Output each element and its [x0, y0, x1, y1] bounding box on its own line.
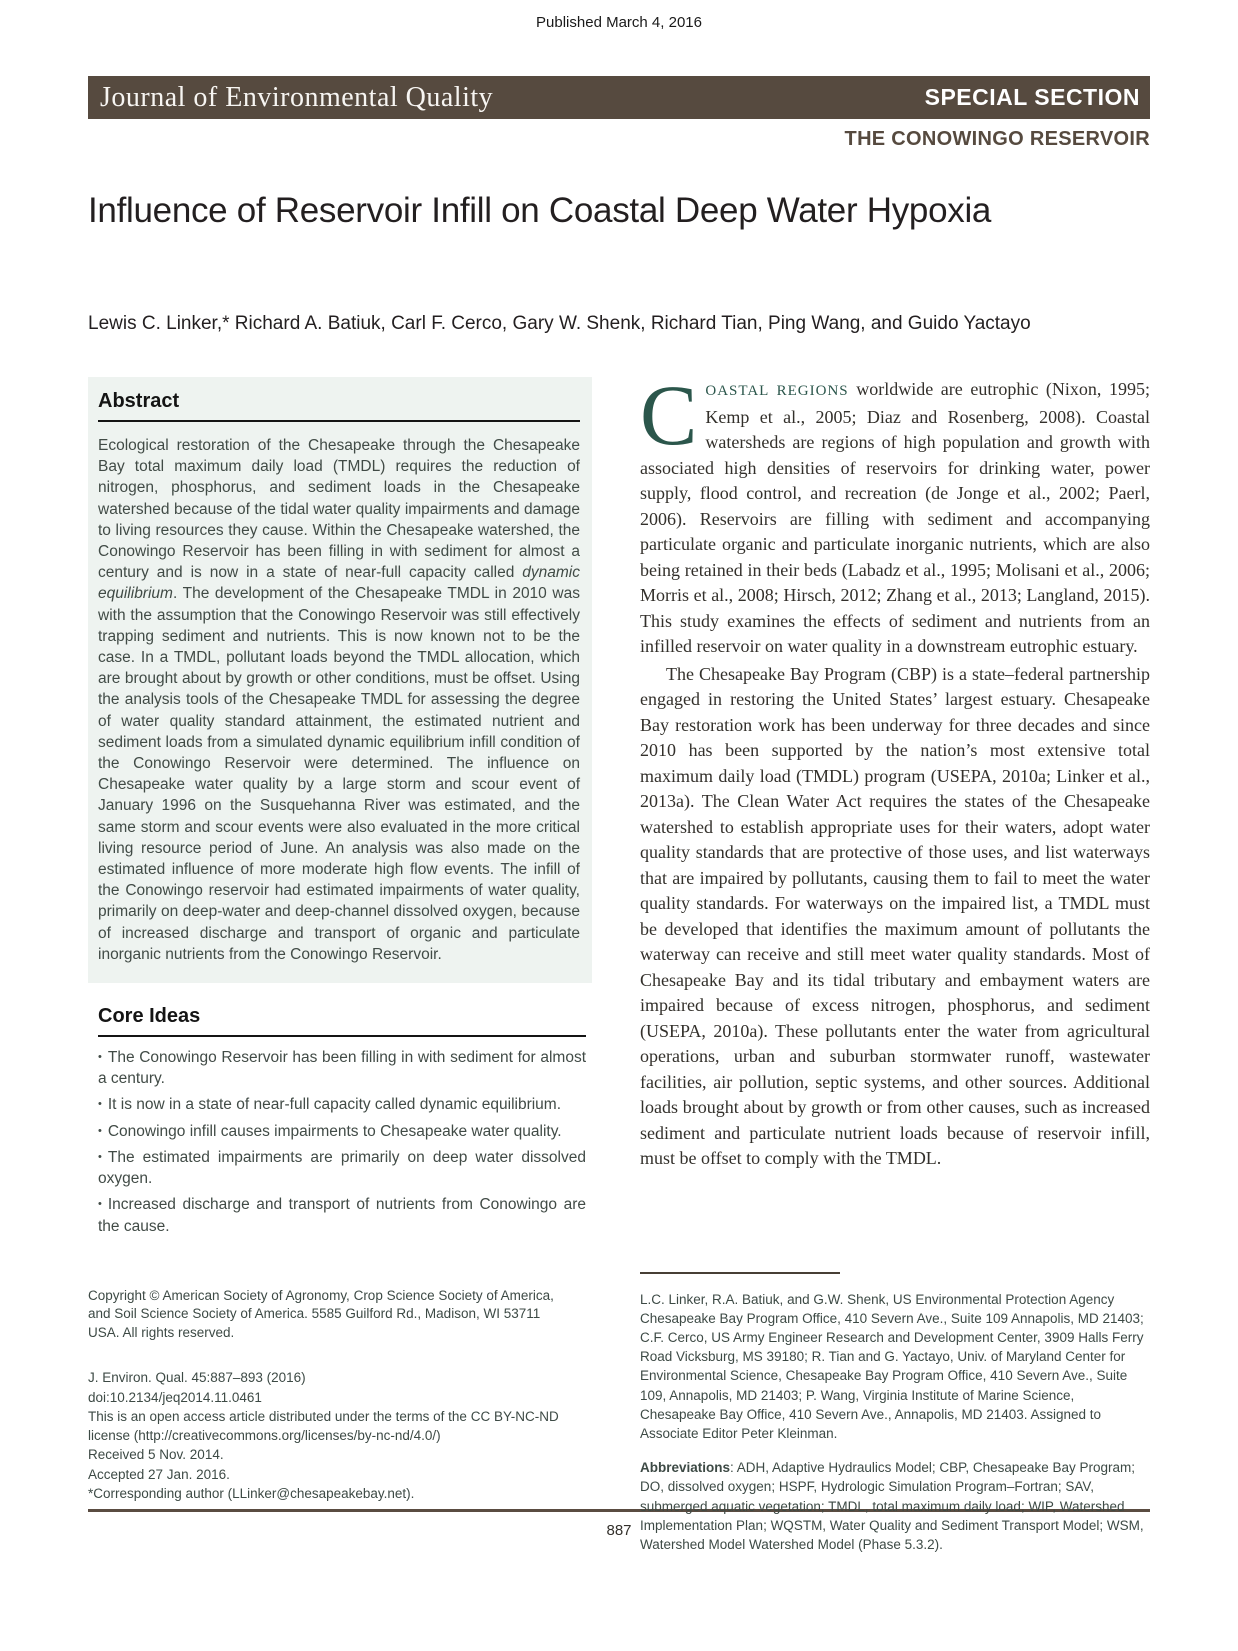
list-item	[98, 1147, 586, 1189]
abstract-italic-term: dynamic equilibrium	[98, 564, 580, 603]
right-column	[640, 367, 1150, 1552]
core-ideas-heading: Core Ideas	[98, 1005, 586, 1037]
abstract-text-part2: . The development of the Chesapeake TMDL in 2010 was with the assumption that the Conowingo Reservoir was still effectively trapping sediment and nutrients. This is now known not to be the case. In a TMDL, pollutant loads beyond the TMDL allocation, which are brought about by growth or other conditions, must be offset. Using the analysis tools of the Chesapeake TMDL for assessing the degree of water quality standard attainment, the estimated nutrient and sediment loads from a simulated dynamic equilibrium infill condition of the Conowingo Reservoir were determined. The influence on Chesapeake water quality by a large storm and scour event of January 1996 on the Susquehanna River was estimated, and the same storm and scour events were also evaluated in the more critical living resource period of June. An analysis was also made on the estimated influence of more moderate high flow events. The infill of the Conowingo reservoir had estimated impairments of water quality, primarily on deep-water and deep-channel dissolved oxygen, because of increased discharge and transport of organic and particulate inorganic nutrients from the Conowingo Reservoir.	[98, 585, 580, 963]
list-item	[98, 1194, 586, 1236]
drop-cap: C	[640, 367, 698, 463]
citation-line: J. Environ. Qual. 45:887–893 (2016)	[88, 1370, 306, 1386]
accepted-line: Accepted 27 Jan. 2016.	[88, 1466, 230, 1482]
abstract-text-part1: Ecological restoration of the Chesapeake through the Chesapeake Bay total maximum daily load (TMDL) requires the reduction of nitrogen, phosphorus, and sediment loads in the Chesapeake watershed because of the tidal water quality impairments and damage to living resources they cause. Within the Chesapeake watershed, the Conowingo Reservoir has been filling in with sediment for almost a century and is now in a state of near-full capacity called	[98, 437, 580, 582]
special-section-label: SPECIAL SECTION	[924, 84, 1140, 110]
abbreviations-label: Abbreviations	[640, 1460, 731, 1476]
core-idea-text: The estimated impairments are primarily on deep water dissolved oxygen.	[98, 1148, 586, 1188]
bullet-icon: •	[98, 1198, 102, 1211]
author-affiliations: L.C. Linker, R.A. Batiuk, and G.W. Shenk, US Environmental Protection Agency Chesapeake Bay Program Office, 410 Severn Ave., Suite 109 Annapolis, MD 21403; C.F. Cerco, US Army Engineer Research and Development Center, 3909 Halls Ferry Road Vicksburg, MS 39180; R. Tian and G. Yactayo, Univ. of Maryland Center for Environmental Science, Chesapeake Bay Program Office, 410 Severn Ave., Suite 109, Annapolis, MD 21403; P. Wang, Virginia Institute of Marine Science, Chesapeake Bay Office, 410 Severn Ave., Annapolis, MD 21403. Assigned to Associate Editor Peter Kleinman.	[640, 1291, 1144, 1441]
body-paragraph-1-text: worldwide are eutrophic (Nixon, 1995; Kemp et al., 2005; Diaz and Rosenberg, 2008). Coastal watersheds are regions of high population and growth with associated high densities of reservoirs for drinking water, power supply, flood control, and recreation (de Jonge et al., 2002; Paerl, 2006). Reservoirs are filling with sediment and accompanying particulate organic and particulate inorganic nutrients, which are also being retained in their beds (Labadz et al., 1995; Molisani et al., 2006; Morris et al., 2008; Hirsch, 2012; Zhang et al., 2013; Langland, 2015). This study examines the effects of sediment and nutrients from an infilled reservoir on water quality in a downstream eutrophic estuary.	[640, 379, 1150, 656]
list-item	[98, 1047, 586, 1089]
core-ideas-list	[98, 1047, 586, 1237]
bullet-icon: •	[98, 1124, 102, 1137]
footnote-divider	[640, 1272, 840, 1274]
received-line: Received 5 Nov. 2014.	[88, 1447, 224, 1463]
lead-smallcaps: OASTAL REGIONS	[705, 383, 849, 399]
abstract-section	[88, 377, 592, 983]
body-paragraph-1	[640, 367, 1150, 660]
publication-info-block	[88, 1368, 568, 1502]
corresponding-author-line: *Corresponding author (LLinker@chesapeakebay.net).	[88, 1485, 415, 1501]
article-title: Influence of Reservoir Infill on Coastal Deep Water Hypoxia	[88, 191, 992, 230]
page-content	[88, 76, 1150, 1552]
core-idea-text: Increased discharge and transport of nutrients from Conowingo are the cause.	[98, 1196, 586, 1235]
license-line: This is an open access article distributed under the terms of the CC BY-NC-ND license (http://creativecommons.org/licenses/by-nc-nd/4.0/)	[88, 1408, 559, 1444]
core-idea-text: The Conowingo Reservoir has been filling in with sediment for almost a century.	[98, 1049, 586, 1088]
abbreviations-note	[640, 1458, 1150, 1554]
special-section-title: THE CONOWINGO RESERVOIR	[844, 128, 1150, 150]
abstract-text	[98, 435, 580, 965]
list-item	[98, 1094, 586, 1115]
journal-name: Journal of Environmental Quality	[100, 81, 494, 113]
copyright-notice: Copyright © American Society of Agronomy, Crop Science Society of America, and Soil Science Society of America. 5585 Guilford Rd., Madison, WI 53711 USA. All rights reserved.	[88, 1287, 554, 1340]
bullet-icon: •	[98, 1150, 102, 1163]
abstract-heading: Abstract	[98, 390, 580, 422]
published-date-line: Published March 4, 2016	[536, 14, 702, 31]
body-paragraph-2: The Chesapeake Bay Program (CBP) is a state–federal partnership engaged in restoring the United States’ largest estuary. Chesapeake Bay restoration work has been underway for three decades and since 2010 has been supported by the nation’s most extensive total maximum daily load (TMDL) program (USEPA, 2010a; Linker et al., 2013a). The Clean Water Act requires the states of the Chesapeake watershed to establish appropriate uses for their waters, adopt water quality standards that are protective of those uses, and list waterways that are impaired by pollutants, causing them to fail to meet the water quality standards. For waterways on the impaired list, a TMDL must be developed that identifies the maximum amount of pollutants the waterway can receive and still meet water quality standards. Most of Chesapeake Bay and its tidal tributary and embayment waters are impaired because of excess nitrogen, phosphorus, and sediment (USEPA, 2010a). These pollutants enter the water from agricultural operations, urban and suburban stormwater runoff, wastewater facilities, air pollution, septic systems, and other sources. Additional loads brought about by growth or from other causes, such as increased sediment and particulate nutrient loads because of reservoir infill, must be offset to comply with the TMDL.	[640, 663, 1150, 1168]
left-column	[88, 377, 592, 1509]
core-idea-text: Conowingo infill causes impairments to Chesapeake water quality.	[107, 1122, 562, 1140]
doi-line: doi:10.2134/jeq2014.11.0461	[88, 1389, 262, 1405]
journal-masthead-bar	[88, 76, 1150, 119]
page-number: 887	[606, 1522, 632, 1539]
author-list: Lewis C. Linker,* Richard A. Batiuk, Carl F. Cerco, Gary W. Shenk, Richard Tian, Ping Wang, and Guido Yactayo	[88, 313, 1031, 334]
two-column-layout	[88, 367, 1150, 1552]
abbreviations-text: : ADH, Adaptive Hydraulics Model; CBP, Chesapeake Bay Program; DO, dissolved oxygen; HSPF, Hydrologic Simulation Program–Fortran; SAV, submerged aquatic vegetation; TMDL, total maximum daily load; WIP, Watershed Implementation Plan; WQSTM, Water Quality and Sediment Transport Model; WSM, Watershed Model Watershed Model (Phase 5.3.2).	[640, 1460, 1144, 1552]
list-item	[98, 1121, 586, 1142]
core-idea-text: It is now in a state of near-full capacity called dynamic equilibrium.	[107, 1096, 562, 1114]
bullet-icon: •	[98, 1051, 102, 1064]
column-gap	[592, 377, 640, 1509]
bullet-icon: •	[98, 1098, 102, 1111]
core-ideas-section	[88, 1005, 592, 1237]
